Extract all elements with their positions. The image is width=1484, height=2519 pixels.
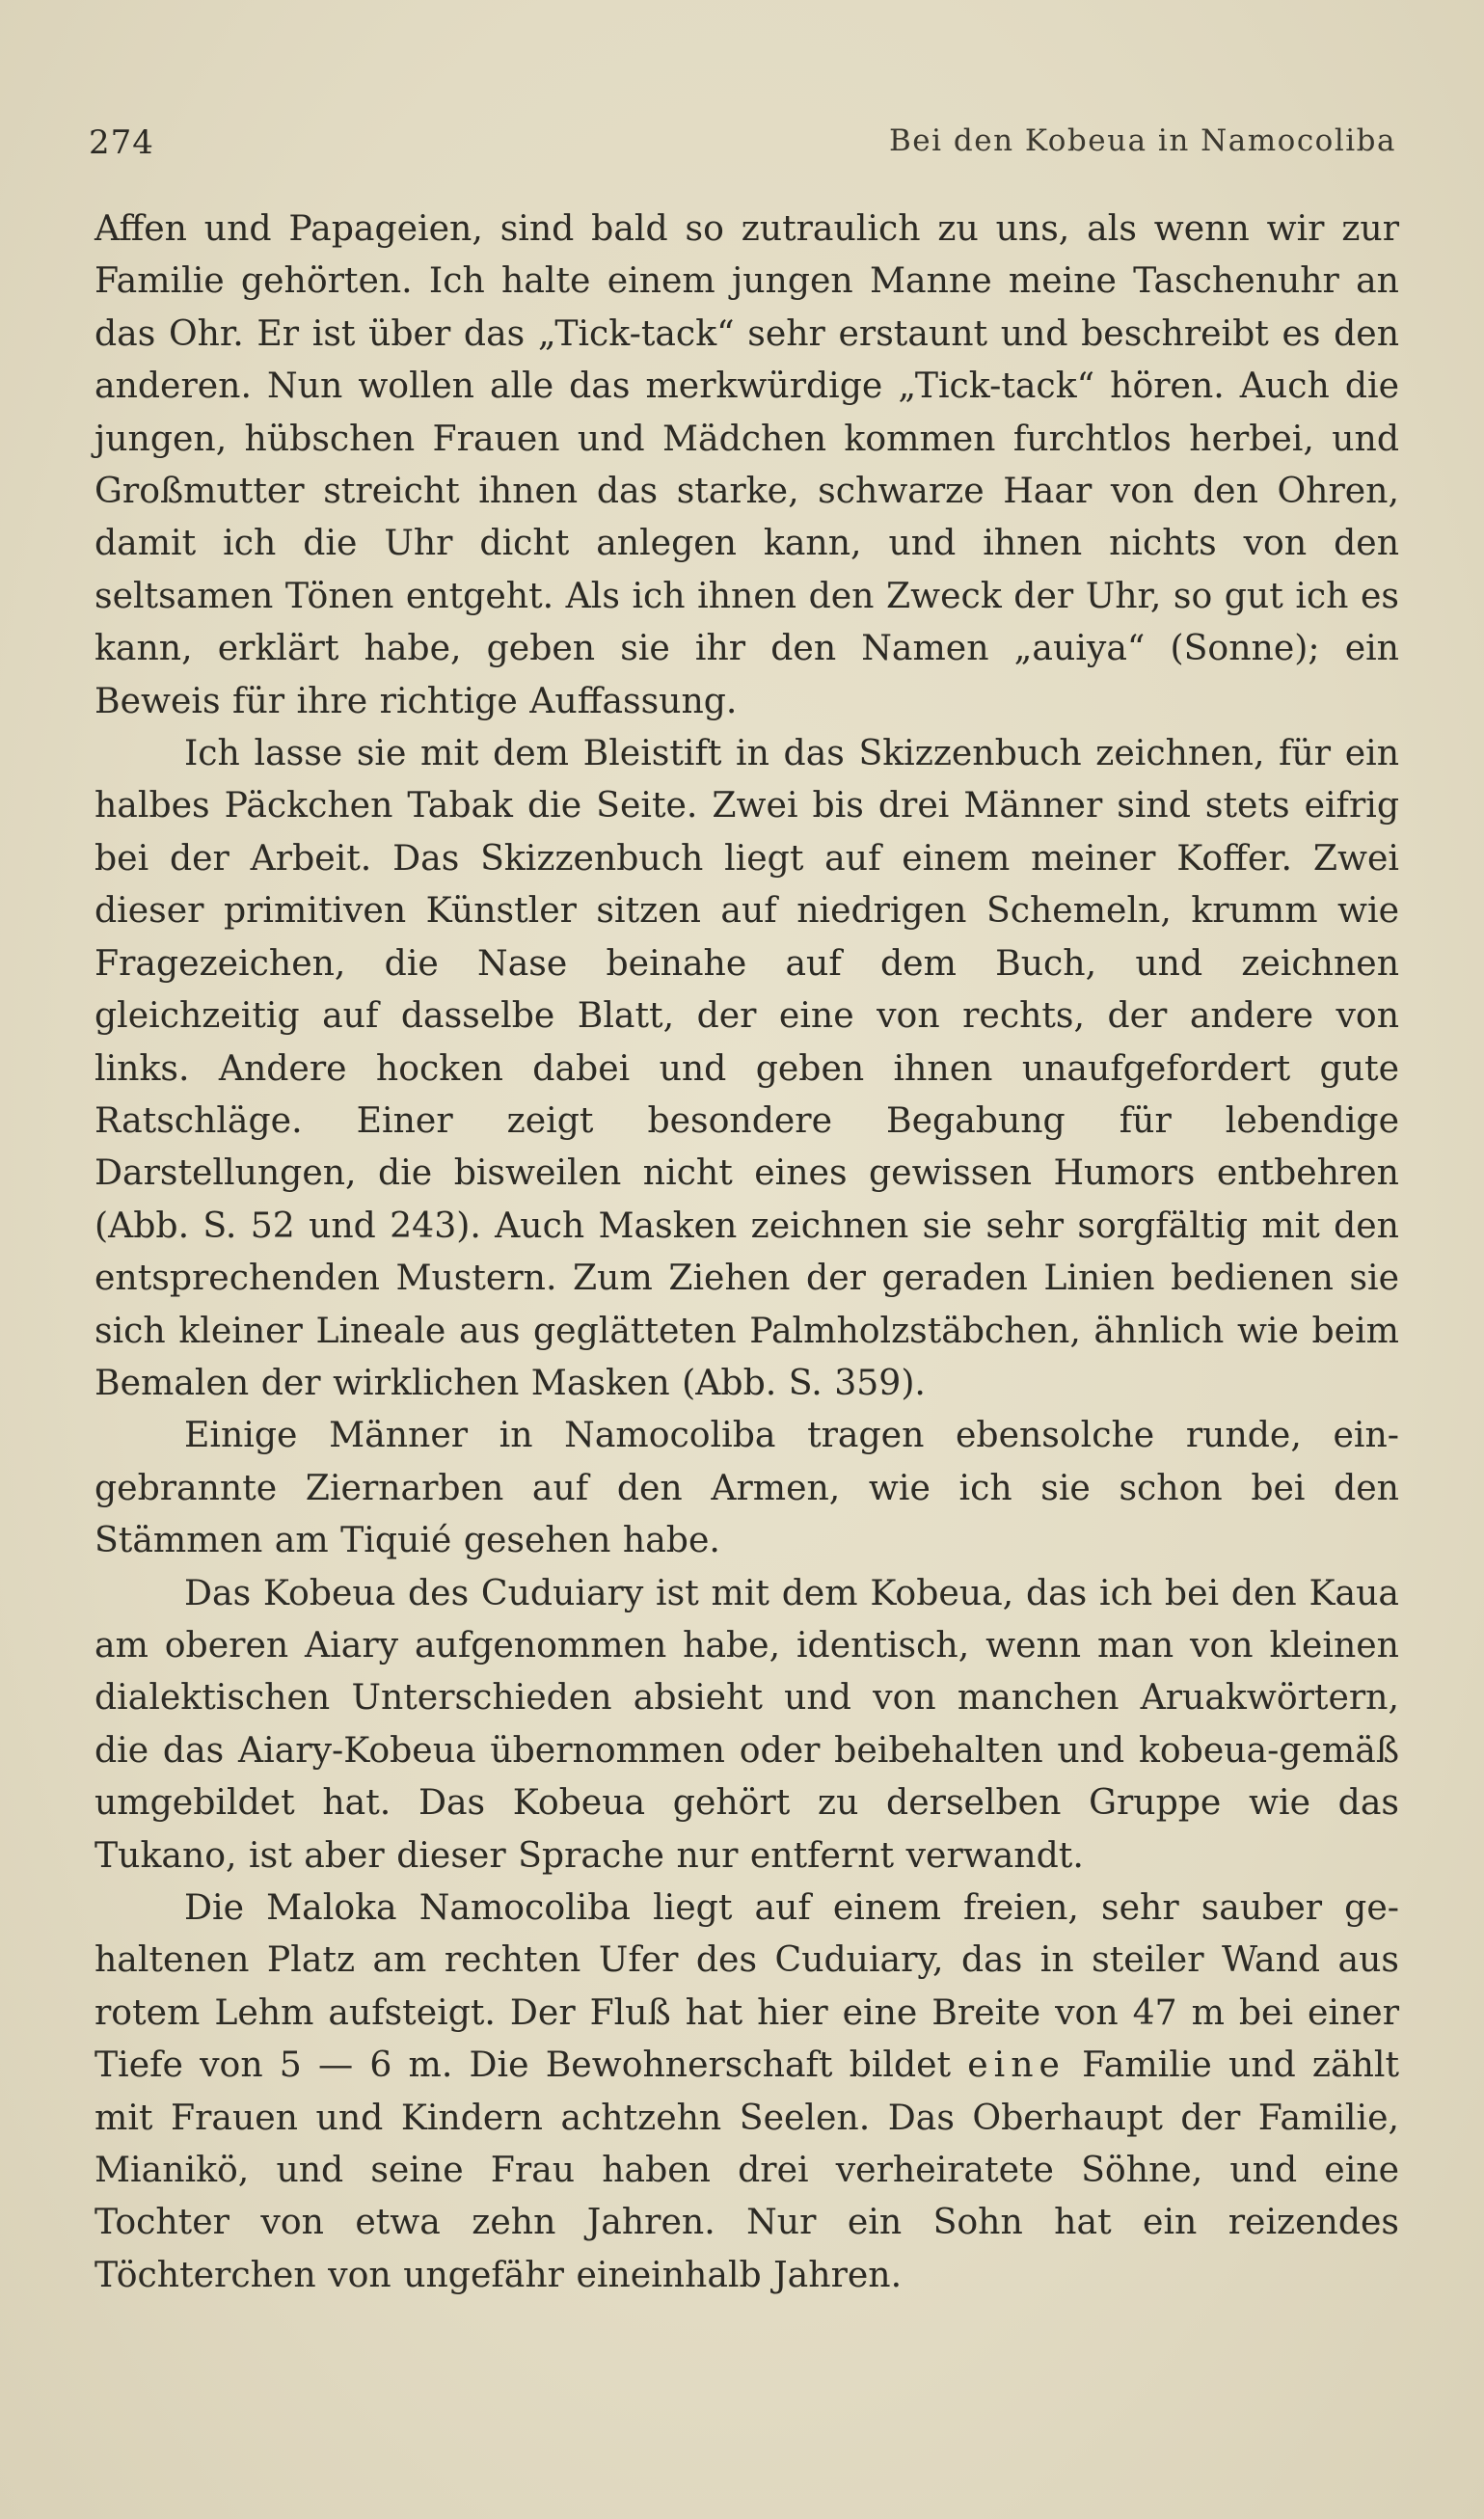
running-head <box>89 116 1396 170</box>
page-number: 274 <box>89 123 154 162</box>
paragraph-maloka-part-1: Die Maloka Namocoliba liegt auf einem freien, sehr sauber gehaltenen Platz am rechten Ufer des Cuduiary, das in steiler Wand aus rotem Lehm aufsteigt. Der Fluß hat hier eine Breite von 47 m bei einer Tiefe von 5 — 6 m. Die Bewohnerschaft bildet <box>94 1886 1399 2086</box>
paragraph-maloka-part-2: Familie und zählt mit Frauen und Kindern achtzehn Seelen. Das Oberhaupt der Familie, Mianikö, und seine Frau haben drei verheiratete Söhne, und eine Tochter von etwa zehn Jahren. Nur ein Sohn hat ein reizendes Töchterchen von ungefähr eineinhalb Jahren. <box>94 2044 1399 2295</box>
paragraph-sketchbook: Ich lasse sie mit dem Bleistift in das Skizzenbuch zeichnen, für ein halbes Päckchen Tabak die Seite. Zwei bis drei Männer sind stets eifrig bei der Arbeit. Das Skizzenbuch liegt auf einem meiner Koffer. Zwei dieser primitiven Künstler sitzen auf niedrigen Schemeln, krumm wie Fragezeichen, die Nase beinahe auf dem Buch, und zeichnen gleichzeitig auf dasselbe Blatt, der eine von rechts, der andere von links. Andere hocken dabei und geben ihnen unaufgefordert gute Ratschläge. Einer zeigt besondere Begabung für lebendige Darstellungen, die bisweilen nicht eines gewissen Humors entbehren (Abb. S. 52 und 243). Auch Masken zeichnen sie sehr sorgfältig mit den entsprechenden Mustern. Zum Ziehen der geraden Linien bedienen sie sich kleiner Lineale aus geglätteten Palmholzstäbchen, ähnlich wie beim Bemalen der wirklichen Masken (Abb. S. 359). <box>94 732 1399 1403</box>
paragraph-continued: Affen und Papageien, sind bald so zutraulich zu uns, als wenn wir zur Familie gehörten. Ich halte einem jungen Manne meine Taschenuhr an das Ohr. Er ist über das „Tick-tack“ sehr erstaunt und beschreibt es den anderen. Nun wollen alle das merkwürdige „Tick-tack“ hören. Auch die jungen, hübschen Frauen und Mädchen kommen furchtlos herbei, und Großmutter streicht ihnen das starke, schwarze Haar von den Ohren, damit ich die Uhr dicht anlegen kann, und ihnen nichts von den seltsamen Tönen entgeht. Als ich ihnen den Zweck der Uhr, so gut ich es kann, erklärt habe, geben sie ihr den Namen „auiya“ (Sonne); ein Beweis für ihre richtige Auffassung. <box>94 207 1399 721</box>
body-text <box>94 203 1399 2301</box>
paragraph-scars: Einige Männer in Namocoliba tragen ebensolche runde, eingebrannte Ziernarben auf den Armen, wie ich sie schon bei den Stämmen am Tiquié gesehen habe. <box>94 1414 1399 1561</box>
paragraph-language: Das Kobeua des Cuduiary ist mit dem Kobeua, das ich bei den Kaua am oberen Aiary aufgenommen habe, identisch, wenn man von kleinen dialektischen Unterschieden absieht und von manchen Aruakwörtern, die das Aiary-Kobeua übernommen oder beibehalten und kobeua-gemäß umgebildet hat. Das Kobeua gehört zu derselben Gruppe wie das Tukano, ist aber dieser Sprache nur entfernt verwandt. <box>94 1571 1399 1876</box>
running-title: Bei den Kobeua in Namocoliba <box>889 123 1396 158</box>
emphasized-word: eine <box>967 2044 1066 2086</box>
paragraph-maloka <box>94 1882 1399 2301</box>
